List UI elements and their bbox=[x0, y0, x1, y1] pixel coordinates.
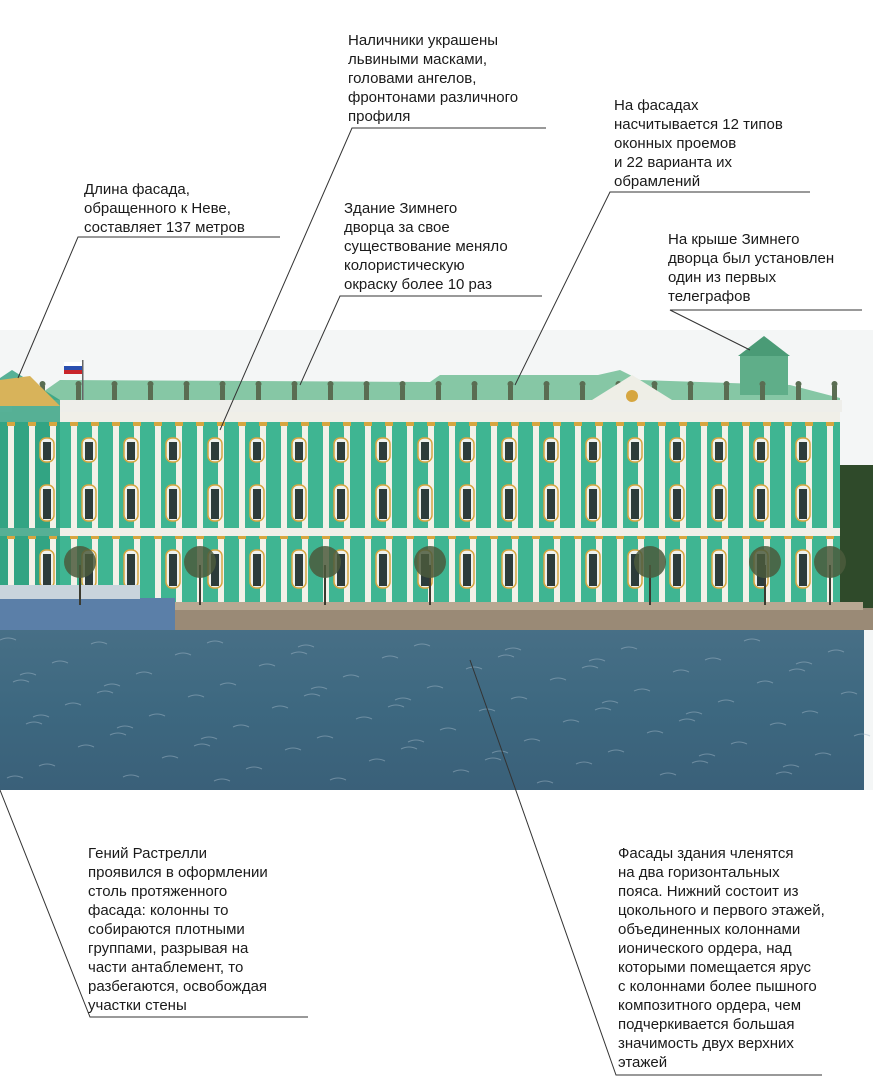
column-capital bbox=[637, 536, 645, 539]
column-capital bbox=[70, 422, 78, 426]
window-pane bbox=[463, 554, 471, 586]
window-pane bbox=[169, 442, 177, 460]
statue bbox=[292, 386, 297, 400]
window-pane bbox=[715, 489, 723, 519]
lower-column bbox=[785, 536, 791, 602]
callout-telegraph: На крыше Зимнего дворца был установлен один из первых телеграфов bbox=[668, 231, 835, 305]
upper-column bbox=[155, 422, 161, 528]
column-capital bbox=[511, 422, 519, 426]
column-capital bbox=[721, 536, 729, 539]
upper-column bbox=[407, 422, 413, 528]
statue bbox=[544, 386, 549, 400]
window-pane bbox=[505, 554, 513, 586]
balustrade bbox=[12, 400, 842, 412]
window-pane bbox=[169, 554, 177, 586]
column-capital bbox=[154, 422, 162, 426]
lower-column bbox=[239, 536, 245, 602]
column-capital bbox=[763, 536, 771, 539]
statue-head bbox=[472, 381, 478, 387]
upper-column bbox=[701, 422, 707, 528]
column-capital bbox=[616, 536, 624, 539]
column-capital bbox=[322, 536, 330, 539]
window-pane bbox=[673, 442, 681, 460]
column-capital bbox=[763, 422, 771, 426]
statue bbox=[580, 386, 585, 400]
column-capital bbox=[637, 422, 645, 426]
column-capital bbox=[658, 422, 666, 426]
window-pane bbox=[757, 489, 765, 519]
upper-column bbox=[197, 422, 203, 528]
upper-column bbox=[365, 422, 371, 528]
column-capital bbox=[826, 536, 834, 539]
window-pane bbox=[505, 489, 513, 519]
flag-pole bbox=[82, 360, 84, 400]
upper-column bbox=[827, 422, 833, 528]
neva-river bbox=[0, 630, 864, 790]
upper-column bbox=[575, 422, 581, 528]
column-capital bbox=[784, 422, 792, 426]
column-capital bbox=[175, 536, 183, 539]
tree-crown bbox=[749, 546, 781, 578]
statue bbox=[184, 386, 189, 400]
window-pane bbox=[505, 442, 513, 460]
column-capital bbox=[679, 422, 687, 426]
window-pane bbox=[337, 442, 345, 460]
column-capital bbox=[343, 422, 351, 426]
column-capital bbox=[112, 422, 120, 426]
column-capital bbox=[511, 536, 519, 539]
statue-head bbox=[400, 381, 406, 387]
upper-column bbox=[71, 422, 77, 528]
statue-head bbox=[76, 381, 82, 387]
window-pane bbox=[715, 554, 723, 586]
window-pane bbox=[127, 442, 135, 460]
window-pane bbox=[547, 442, 555, 460]
column-capital bbox=[658, 536, 666, 539]
callout-color: Здание Зимнего дворца за свое существование меняло колористическую окраску более 10 раз bbox=[344, 200, 508, 293]
column-capital bbox=[742, 536, 750, 539]
column-capital bbox=[826, 422, 834, 426]
window-pane bbox=[715, 442, 723, 460]
column-capital bbox=[280, 422, 288, 426]
statue-head bbox=[328, 381, 334, 387]
lower-column bbox=[701, 536, 707, 602]
window-pane bbox=[43, 554, 51, 586]
window-pane bbox=[169, 489, 177, 519]
upper-column bbox=[29, 422, 35, 528]
window-pane bbox=[379, 489, 387, 519]
tree-crown bbox=[814, 546, 846, 578]
window-pane bbox=[43, 489, 51, 519]
statue-head bbox=[40, 381, 46, 387]
column-capital bbox=[679, 536, 687, 539]
column-capital bbox=[805, 536, 813, 539]
statue bbox=[256, 386, 261, 400]
column-capital bbox=[238, 536, 246, 539]
lower-column bbox=[365, 536, 371, 602]
statue-head bbox=[256, 381, 262, 387]
statue-head bbox=[292, 381, 298, 387]
middle-band bbox=[0, 528, 840, 536]
window-pane bbox=[211, 442, 219, 460]
column-capital bbox=[364, 536, 372, 539]
column-capital bbox=[28, 536, 36, 539]
winter-palace-photo bbox=[0, 330, 873, 790]
column-capital bbox=[217, 536, 225, 539]
column-capital bbox=[196, 536, 204, 539]
column-capital bbox=[385, 536, 393, 539]
statue bbox=[220, 386, 225, 400]
window-pane bbox=[547, 489, 555, 519]
flag bbox=[64, 362, 82, 374]
callout-window-types: На фасадах насчитывается 12 типов оконных проемов и 22 варианта их обрамлений bbox=[614, 97, 783, 190]
window-pane bbox=[547, 554, 555, 586]
lower-column bbox=[575, 536, 581, 602]
column-capital bbox=[700, 536, 708, 539]
column-capital bbox=[343, 536, 351, 539]
column-capital bbox=[406, 422, 414, 426]
window-pane bbox=[43, 442, 51, 460]
column-capital bbox=[469, 536, 477, 539]
column-capital bbox=[280, 536, 288, 539]
callout-length: Длина фасада, обращенного к Неве, составляет 137 метров bbox=[84, 181, 245, 236]
upper-column bbox=[239, 422, 245, 528]
window-pane bbox=[589, 489, 597, 519]
column-capital bbox=[595, 536, 603, 539]
statue-head bbox=[184, 381, 190, 387]
column-capital bbox=[49, 536, 57, 539]
column-capital bbox=[469, 422, 477, 426]
column-capital bbox=[553, 536, 561, 539]
window-pane bbox=[295, 489, 303, 519]
statue bbox=[400, 386, 405, 400]
window-pane bbox=[253, 489, 261, 519]
column-capital bbox=[805, 422, 813, 426]
tree-crown bbox=[309, 546, 341, 578]
column-capital bbox=[616, 422, 624, 426]
statue bbox=[436, 386, 441, 400]
column-capital bbox=[574, 536, 582, 539]
window-pane bbox=[799, 489, 807, 519]
lower-column bbox=[533, 536, 539, 602]
pier-roof bbox=[0, 585, 140, 599]
window-pane bbox=[379, 442, 387, 460]
column-capital bbox=[259, 422, 267, 426]
column-capital bbox=[427, 536, 435, 539]
statue bbox=[760, 386, 765, 400]
lower-column bbox=[155, 536, 161, 602]
column-capital bbox=[7, 422, 15, 426]
statue bbox=[508, 386, 513, 400]
upper-column bbox=[533, 422, 539, 528]
statue-head bbox=[832, 381, 838, 387]
statue-head bbox=[652, 381, 658, 387]
column-capital bbox=[448, 536, 456, 539]
upper-column bbox=[281, 422, 287, 528]
window-pane bbox=[253, 554, 261, 586]
pediment-ornament bbox=[626, 390, 638, 402]
tree-crown bbox=[184, 546, 216, 578]
statue bbox=[832, 386, 837, 400]
window-pane bbox=[379, 554, 387, 586]
upper-column bbox=[113, 422, 119, 528]
statue-head bbox=[724, 381, 730, 387]
tree-crown bbox=[64, 546, 96, 578]
lower-column bbox=[617, 536, 623, 602]
statue bbox=[112, 386, 117, 400]
upper-column bbox=[785, 422, 791, 528]
column-capital bbox=[553, 422, 561, 426]
column-capital bbox=[301, 536, 309, 539]
statue-head bbox=[112, 381, 118, 387]
column-capital bbox=[217, 422, 225, 426]
statue bbox=[76, 386, 81, 400]
statue-head bbox=[688, 381, 694, 387]
pier bbox=[0, 598, 175, 630]
column-capital bbox=[301, 422, 309, 426]
window-pane bbox=[85, 489, 93, 519]
column-capital bbox=[574, 422, 582, 426]
statue-head bbox=[364, 381, 370, 387]
lower-column bbox=[281, 536, 287, 602]
window-pane bbox=[589, 554, 597, 586]
window-pane bbox=[589, 442, 597, 460]
column-capital bbox=[364, 422, 372, 426]
statue bbox=[328, 386, 333, 400]
column-capital bbox=[532, 422, 540, 426]
statue bbox=[688, 386, 693, 400]
upper-column bbox=[617, 422, 623, 528]
window-pane bbox=[631, 442, 639, 460]
statue bbox=[148, 386, 153, 400]
window-pane bbox=[799, 554, 807, 586]
column-capital bbox=[700, 422, 708, 426]
callout-rastrelli: Гений Растрелли проявился в оформлении столь протяженного фасада: колонны то собираются плотными группами, разрывая на части антаблемент, то разбегаются, освобождая участки стены bbox=[88, 845, 268, 1014]
statue bbox=[796, 386, 801, 400]
column-capital bbox=[154, 536, 162, 539]
statue-head bbox=[544, 381, 550, 387]
column-capital bbox=[322, 422, 330, 426]
column-capital bbox=[595, 422, 603, 426]
statue-head bbox=[220, 381, 226, 387]
window-pane bbox=[253, 442, 261, 460]
column-capital bbox=[7, 536, 15, 539]
callout-facade-tiers: Фасады здания членятся на два горизонтальных пояса. Нижний состоит из цокольного и первого этажей, объединенных колоннами ионического ордера, над которыми помещается ярус с колоннами более пышного композитного ордера, чем подчеркивается большая значимость двух верхних этажей bbox=[618, 845, 825, 1071]
column-capital bbox=[784, 536, 792, 539]
upper-cornice bbox=[0, 412, 840, 422]
column-capital bbox=[28, 422, 36, 426]
lower-column bbox=[449, 536, 455, 602]
column-capital bbox=[91, 536, 99, 539]
lower-column bbox=[491, 536, 497, 602]
tree-crown bbox=[414, 546, 446, 578]
statue-head bbox=[436, 381, 442, 387]
window-pane bbox=[295, 554, 303, 586]
column-capital bbox=[406, 536, 414, 539]
window-pane bbox=[127, 489, 135, 519]
window-pane bbox=[673, 554, 681, 586]
statue-head bbox=[796, 381, 802, 387]
window-pane bbox=[85, 442, 93, 460]
window-pane bbox=[799, 442, 807, 460]
window-pane bbox=[127, 554, 135, 586]
upper-column bbox=[491, 422, 497, 528]
trees-right bbox=[838, 465, 873, 615]
upper-column bbox=[743, 422, 749, 528]
column-capital bbox=[196, 422, 204, 426]
statue bbox=[724, 386, 729, 400]
column-capital bbox=[490, 536, 498, 539]
column-capital bbox=[742, 422, 750, 426]
window-pane bbox=[631, 489, 639, 519]
column-capital bbox=[112, 536, 120, 539]
window-pane bbox=[757, 442, 765, 460]
column-capital bbox=[133, 536, 141, 539]
column-capital bbox=[721, 422, 729, 426]
window-pane bbox=[337, 489, 345, 519]
column-capital bbox=[259, 536, 267, 539]
callout-window-frames: Наличники украшены львиными масками, головами ангелов, фронтонами различного профиля bbox=[348, 32, 519, 125]
column-capital bbox=[238, 422, 246, 426]
window-pane bbox=[463, 442, 471, 460]
tree-crown bbox=[634, 546, 666, 578]
window-pane bbox=[421, 489, 429, 519]
window-pane bbox=[421, 442, 429, 460]
column-capital bbox=[532, 536, 540, 539]
column-capital bbox=[385, 422, 393, 426]
statue bbox=[364, 386, 369, 400]
column-capital bbox=[70, 536, 78, 539]
statue-head bbox=[580, 381, 586, 387]
statue-head bbox=[508, 381, 514, 387]
upper-column bbox=[8, 422, 14, 528]
column-capital bbox=[448, 422, 456, 426]
window-pane bbox=[463, 489, 471, 519]
upper-column bbox=[659, 422, 665, 528]
statue-head bbox=[148, 381, 154, 387]
window-pane bbox=[295, 442, 303, 460]
column-capital bbox=[133, 422, 141, 426]
column-capital bbox=[91, 422, 99, 426]
lower-column bbox=[407, 536, 413, 602]
column-capital bbox=[427, 422, 435, 426]
lower-column bbox=[743, 536, 749, 602]
upper-column bbox=[449, 422, 455, 528]
statue bbox=[472, 386, 477, 400]
window-pane bbox=[211, 489, 219, 519]
upper-column bbox=[323, 422, 329, 528]
embankment-top bbox=[170, 602, 863, 610]
column-capital bbox=[175, 422, 183, 426]
window-pane bbox=[673, 489, 681, 519]
column-capital bbox=[49, 422, 57, 426]
statue-head bbox=[760, 381, 766, 387]
column-capital bbox=[490, 422, 498, 426]
